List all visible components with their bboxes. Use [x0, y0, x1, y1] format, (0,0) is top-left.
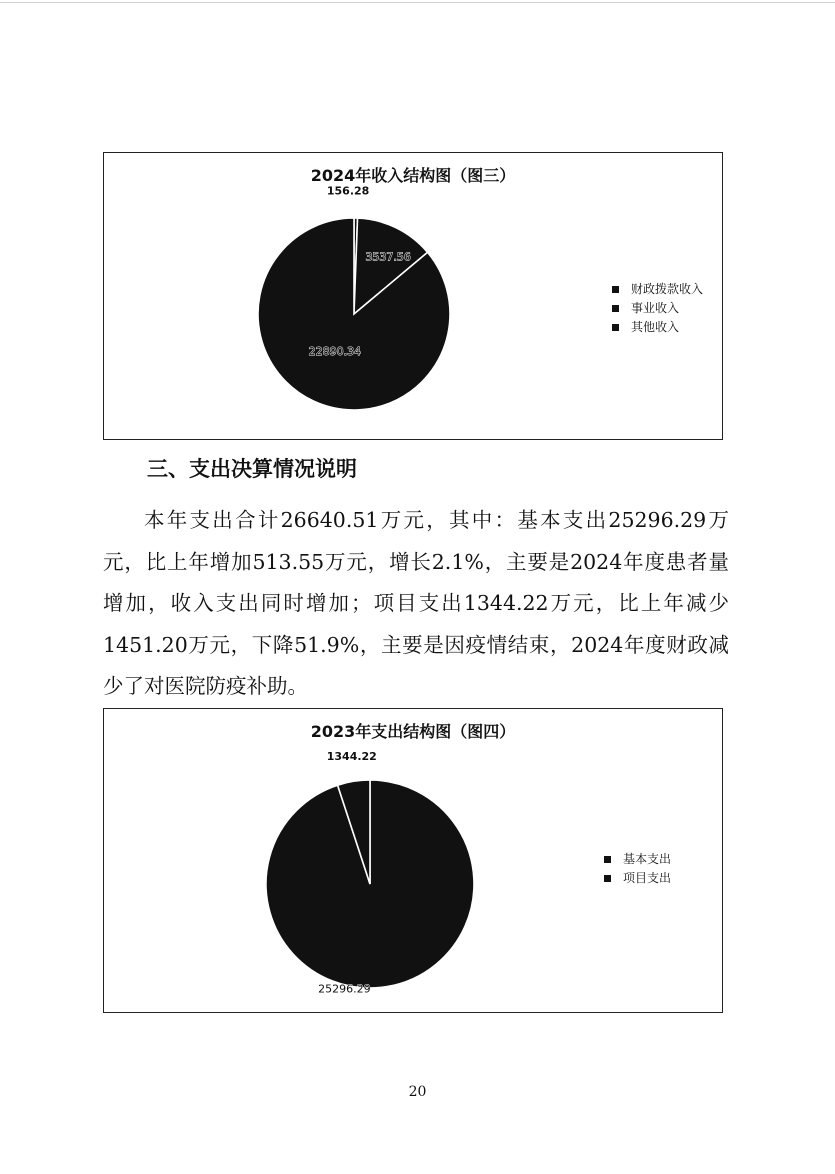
- legend-item: [604, 869, 671, 888]
- pie-data-label-1: 22890.34: [308, 344, 362, 358]
- pie-data-label-0: 3537.56: [365, 250, 411, 264]
- legend-item: [612, 299, 703, 318]
- legend-label: 财政拨款收入: [631, 282, 704, 296]
- legend-label: 事业收入: [631, 301, 680, 315]
- legend-swatch: [604, 856, 611, 863]
- expense-structure-chart: [103, 708, 723, 1013]
- pie-data-label-1: 1344.22: [326, 750, 377, 763]
- legend-item: [604, 850, 671, 869]
- legend-label: 基本支出: [623, 852, 672, 866]
- legend-swatch: [612, 324, 619, 331]
- income-legend: [612, 280, 703, 337]
- legend-swatch: [612, 286, 619, 293]
- page-number: 20: [408, 1084, 427, 1100]
- pie-data-label-0: 25296.29: [318, 982, 371, 996]
- section-heading: 三、支出决算情况说明: [147, 457, 357, 481]
- income-structure-chart: [103, 152, 723, 440]
- top-rule: [0, 2, 835, 3]
- legend-swatch: [604, 875, 611, 882]
- chart-title: 2023年支出结构图（图四）: [310, 722, 516, 741]
- legend-item: [612, 318, 703, 337]
- legend-swatch: [612, 305, 619, 312]
- expense-legend: [604, 850, 671, 888]
- legend-item: [612, 280, 703, 299]
- chart-title: 2024年收入结构图（图三）: [310, 166, 516, 185]
- body-paragraph: 本年支出合计26640.51万元，其中：基本支出25296.29万元，比上年增加513.55万元，增长2.1%，主要是2024年度患者量增加，收入支出同时增加；项目支出1344.22万元，比上年减少1451.20万元，下降51.9%，主要是因疫情结束，2024年度财政减少了对医院防疫补助。: [103, 508, 729, 698]
- legend-label: 项目支出: [623, 871, 672, 885]
- legend-label: 其他收入: [631, 320, 680, 334]
- pie-data-label-2: 156.28: [326, 184, 370, 198]
